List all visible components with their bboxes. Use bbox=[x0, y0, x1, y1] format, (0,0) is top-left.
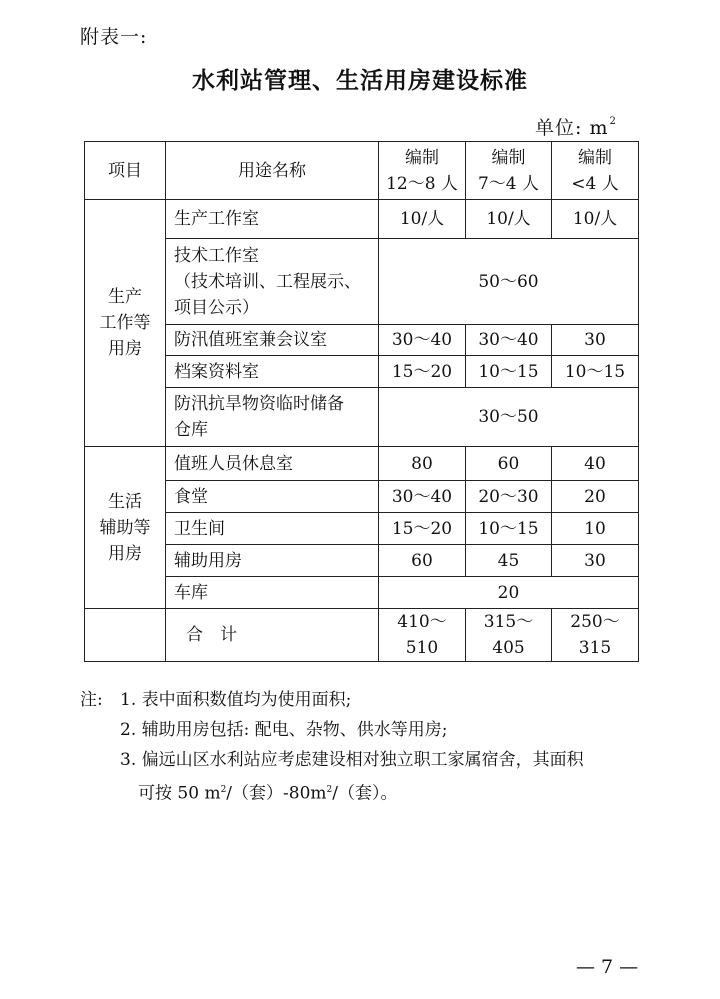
unit-label bbox=[535, 113, 617, 140]
cell-value: 10 bbox=[552, 513, 639, 545]
row-name: 生产工作室 bbox=[166, 200, 379, 239]
cell-value: 10～15 bbox=[466, 513, 552, 545]
cell-value: 10/人 bbox=[379, 200, 466, 239]
cell-value: 30～40 bbox=[379, 325, 466, 356]
table-row bbox=[85, 200, 639, 239]
cell-value: 60 bbox=[466, 447, 552, 481]
total-value: 315～ 405 bbox=[466, 609, 552, 662]
row-name: 防汛抗旱物资临时储备 仓库 bbox=[166, 388, 379, 447]
cell-value: 10～15 bbox=[552, 356, 639, 388]
header-staff-lt-4: 编制 <4 人 bbox=[552, 142, 639, 200]
table-header-row bbox=[85, 142, 639, 200]
cell-merged-value: 20 bbox=[379, 577, 639, 609]
header-usage-name: 用途名称 bbox=[166, 142, 379, 200]
page-title: 水利站管理、生活用房建设标准 bbox=[192, 67, 528, 94]
cell-value: 10～15 bbox=[466, 356, 552, 388]
group-production: 生产 工作等 用房 bbox=[85, 200, 166, 447]
unit-superscript: 2 bbox=[609, 116, 617, 127]
row-name: 技术工作室 （技术培训、工程展示、 项目公示） bbox=[166, 239, 379, 325]
table-row bbox=[85, 325, 639, 356]
row-name: 卫生间 bbox=[166, 513, 379, 545]
table-row bbox=[85, 239, 639, 325]
header-project: 项目 bbox=[85, 142, 166, 200]
total-value: 410～ 510 bbox=[379, 609, 466, 662]
cell-value: 30 bbox=[552, 545, 639, 577]
table-row bbox=[85, 356, 639, 388]
note-1: 1. 表中面积数值均为使用面积; bbox=[120, 690, 352, 710]
table-row bbox=[85, 388, 639, 447]
cell-value: 20～30 bbox=[466, 481, 552, 513]
page-number: — 7 — bbox=[576, 956, 639, 978]
total-value: 250～ 315 bbox=[552, 609, 639, 662]
appendix-label: 附表一: bbox=[80, 26, 148, 48]
cell-value: 30 bbox=[552, 325, 639, 356]
cell-value: 30～40 bbox=[466, 325, 552, 356]
cell-value: 20 bbox=[552, 481, 639, 513]
cell-value: 30～40 bbox=[379, 481, 466, 513]
header-staff-7-4: 编制 7～4 人 bbox=[466, 142, 552, 200]
cell-value: 60 bbox=[379, 545, 466, 577]
row-name: 档案资料室 bbox=[166, 356, 379, 388]
table-row bbox=[85, 545, 639, 577]
cell-value: 10/人 bbox=[552, 200, 639, 239]
table-total-row bbox=[85, 609, 639, 662]
table-row bbox=[85, 447, 639, 481]
cell-value: 15～20 bbox=[379, 513, 466, 545]
standards-table bbox=[84, 141, 639, 662]
table-row bbox=[85, 481, 639, 513]
cell-value: 10/人 bbox=[466, 200, 552, 239]
unit-text: 单位: m bbox=[535, 117, 609, 139]
cell-value: 80 bbox=[379, 447, 466, 481]
cell-value: 15～20 bbox=[379, 356, 466, 388]
row-name: 食堂 bbox=[166, 481, 379, 513]
cell-merged-value: 50～60 bbox=[379, 239, 639, 325]
total-label: 合 计 bbox=[166, 609, 379, 662]
row-name: 值班人员休息室 bbox=[166, 447, 379, 481]
table-row bbox=[85, 577, 639, 609]
notes-label: 注: bbox=[80, 690, 103, 710]
row-name: 辅助用房 bbox=[166, 545, 379, 577]
row-name: 防汛值班室兼会议室 bbox=[166, 325, 379, 356]
cell-merged-value: 30～50 bbox=[379, 388, 639, 447]
note-3-continued: 可按 50 $m^2/$（套）$-80m^2/$（套）。 bbox=[138, 783, 398, 804]
group-living: 生活 辅助等 用房 bbox=[85, 447, 166, 609]
cell-value: 40 bbox=[552, 447, 639, 481]
row-name: 车库 bbox=[166, 577, 379, 609]
header-staff-12-8: 编制 12～8 人 bbox=[379, 142, 466, 200]
note-3: 3. 偏远山区水利站应考虑建设相对独立职工家属宿舍，其面积 bbox=[120, 750, 584, 770]
table-row bbox=[85, 513, 639, 545]
cell-value: 45 bbox=[466, 545, 552, 577]
total-empty-cell bbox=[85, 609, 166, 662]
note-2: 2. 辅助用房包括: 配电、杂物、供水等用房; bbox=[120, 720, 448, 740]
